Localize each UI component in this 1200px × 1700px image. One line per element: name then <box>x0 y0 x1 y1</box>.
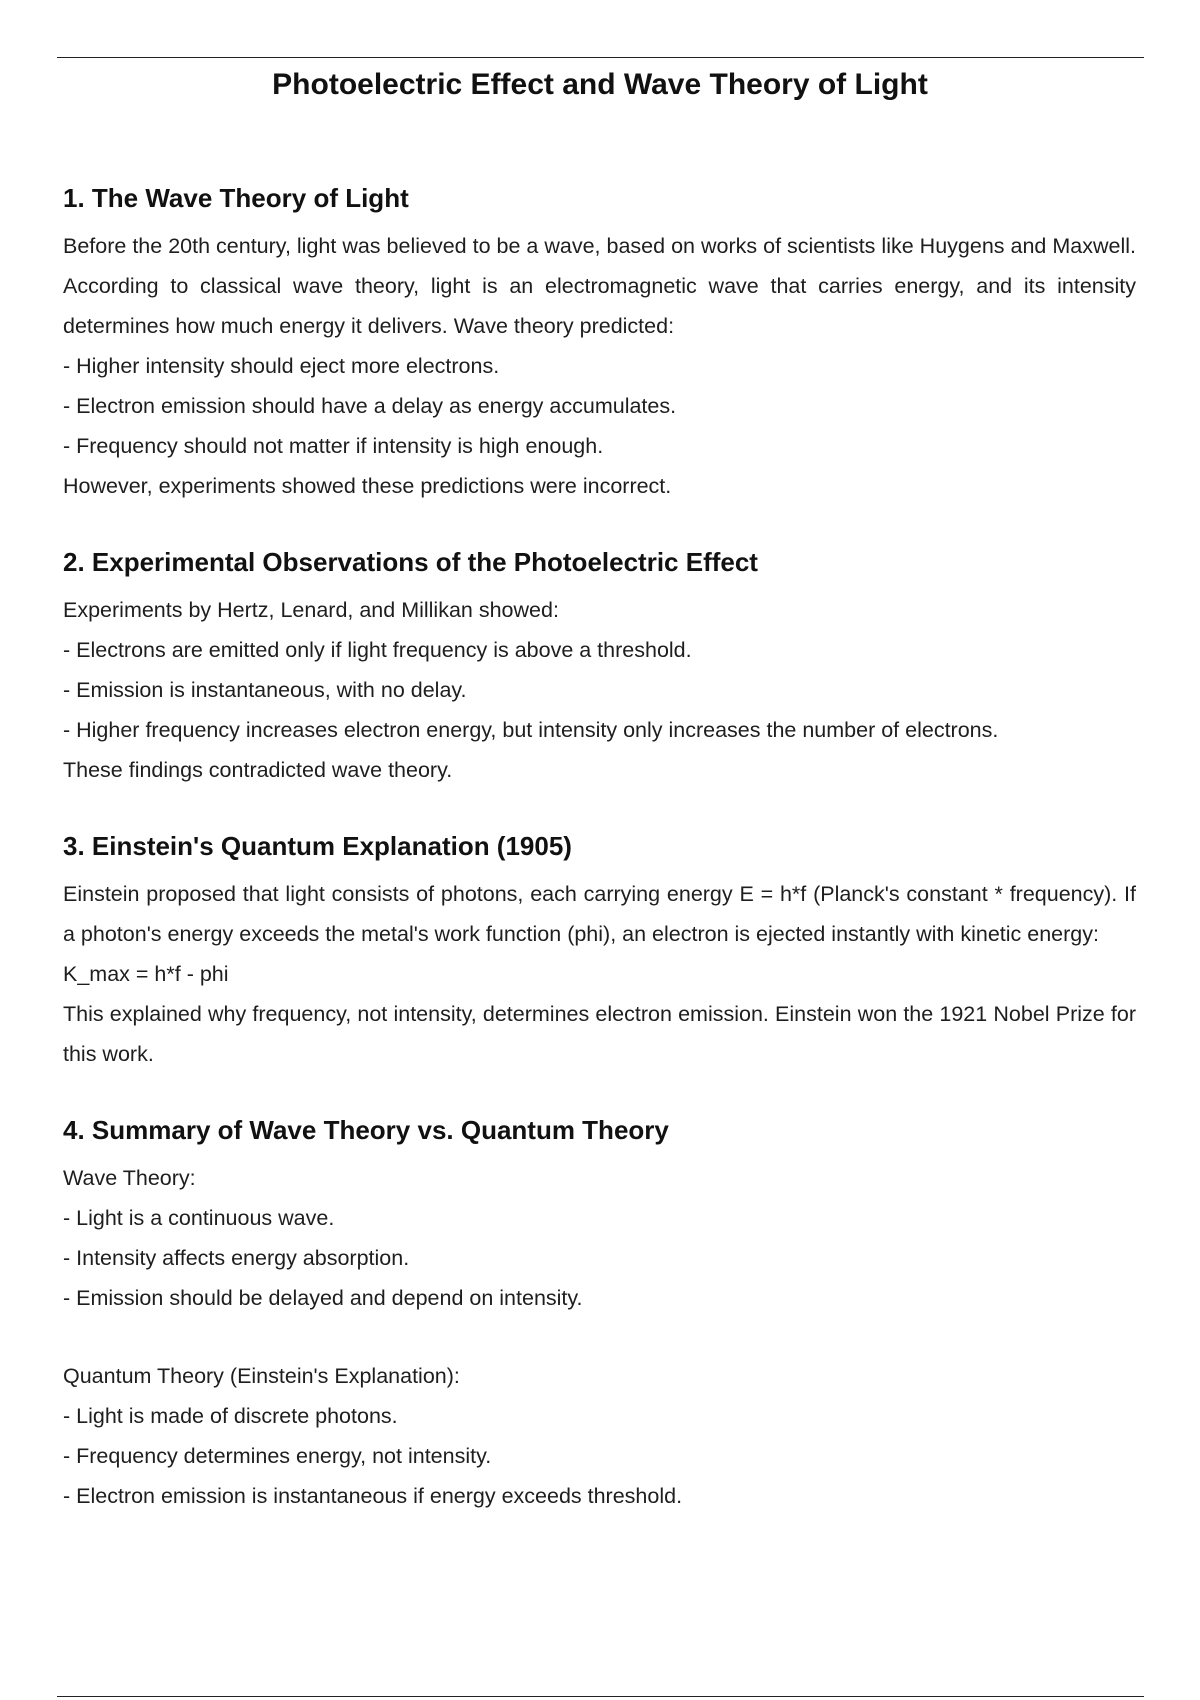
section-summary <box>63 1108 1136 1516</box>
section-closing: However, experiments showed these predictions were incorrect. <box>63 474 672 498</box>
bullet-item: - Frequency determines energy, not intensity. <box>63 1444 492 1468</box>
bullet-item: - Emission is instantaneous, with no delay. <box>63 678 467 702</box>
bullet-item: - Intensity affects energy absorption. <box>63 1246 410 1270</box>
section-heading: 1. The Wave Theory of Light <box>63 183 409 213</box>
bullet-item: - Higher intensity should eject more electrons. <box>63 354 500 378</box>
document-body <box>63 176 1136 1516</box>
bullet-item: - Electron emission is instantaneous if energy exceeds threshold. <box>63 1484 683 1508</box>
section-einstein-explanation <box>63 824 1136 1074</box>
wave-theory-label: Wave Theory: <box>63 1166 196 1190</box>
bullet-item: - Light is a continuous wave. <box>63 1206 335 1230</box>
section-heading: 3. Einstein's Quantum Explanation (1905) <box>63 831 572 861</box>
bullet-item: - Emission should be delayed and depend on intensity. <box>63 1286 583 1310</box>
bullet-item: - Higher frequency increases electron energy, but intensity only increases the number of electrons. <box>63 718 999 742</box>
bullet-item: - Light is made of discrete photons. <box>63 1404 398 1428</box>
section-intro: Experiments by Hertz, Lenard, and Millikan showed: <box>63 598 559 622</box>
section-heading: 2. Experimental Observations of the Photoelectric Effect <box>63 547 758 577</box>
bullet-item: - Frequency should not matter if intensity is high enough. <box>63 434 604 458</box>
section-heading: 4. Summary of Wave Theory vs. Quantum Theory <box>63 1115 669 1145</box>
bullet-item: - Electrons are emitted only if light frequency is above a threshold. <box>63 638 692 662</box>
document-title: Photoelectric Effect and Wave Theory of Light <box>272 68 928 101</box>
section-closing: These findings contradicted wave theory. <box>63 758 453 782</box>
section-wave-theory <box>63 176 1136 506</box>
section-closing: This explained why frequency, not intensity, determines electron emission. Einstein won the 1921 Nobel Prize for this work. <box>63 1002 1136 1066</box>
bottom-rule <box>57 1696 1144 1697</box>
section-intro: Before the 20th century, light was believed to be a wave, based on works of scientists like Huygens and Maxwell. According to classical wave theory, light is an electromagnetic wave that carries energy, and its intensity determines how much energy it delivers. Wave theory predicted: <box>63 234 1136 338</box>
bullet-item: - Electron emission should have a delay as energy accumulates. <box>63 394 677 418</box>
section-intro: Einstein proposed that light consists of photons, each carrying energy E = h*f (Planck's constant * frequency). If a photon's energy exceeds the metal's work function (phi), an electron is ejected instantly with kinetic energy: <box>63 882 1136 946</box>
formula: K_max = h*f - phi <box>63 962 229 986</box>
quantum-theory-label: Quantum Theory (Einstein's Explanation): <box>63 1364 460 1388</box>
top-rule <box>57 57 1144 58</box>
section-experimental-observations <box>63 540 1136 790</box>
